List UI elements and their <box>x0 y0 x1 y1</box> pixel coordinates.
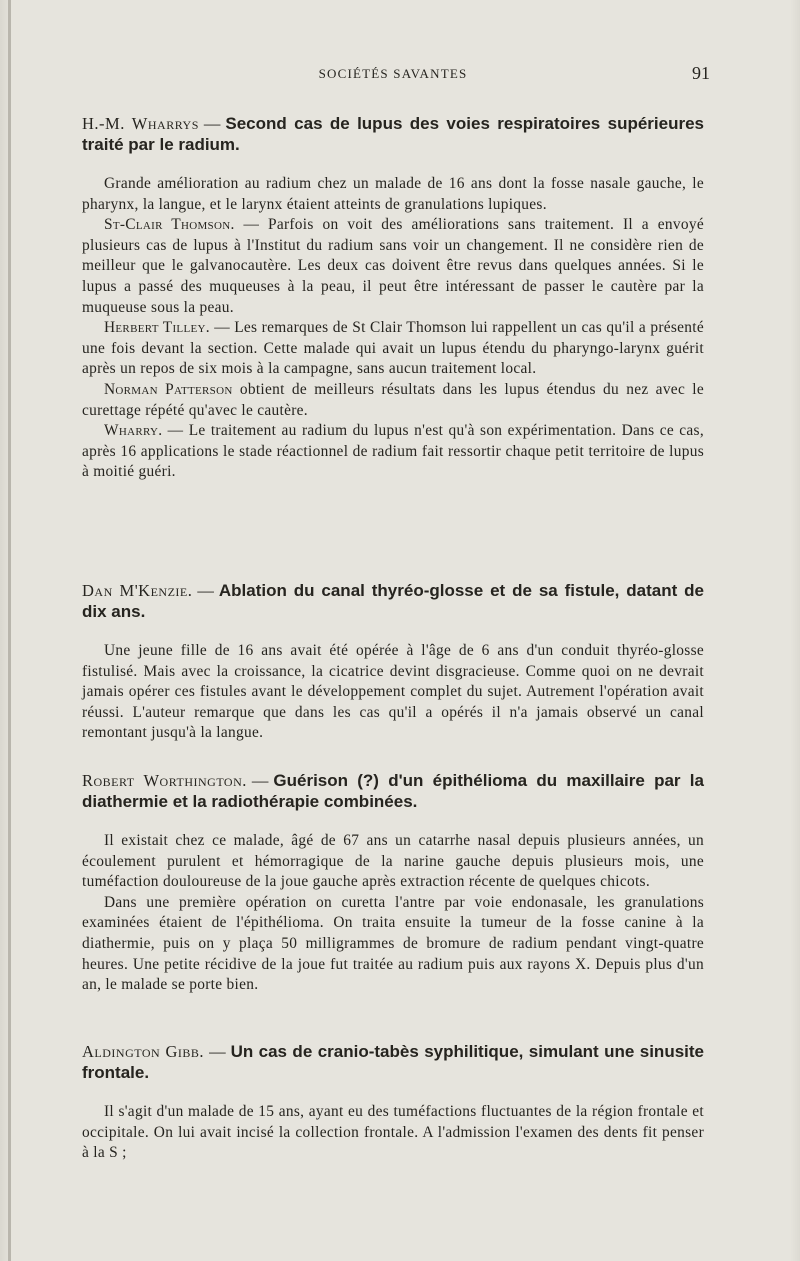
speaker-name: Norman Patterson <box>104 380 233 398</box>
article-title: Un cas de cranio-tabès syphilitique, simulant une sinusite frontale. <box>82 1042 704 1082</box>
article-heading <box>82 580 704 622</box>
paragraph-text: Dans une première opération on curetta l'antre par voie endonasale, les granulations examinées étaient de l'épithélioma. On traita ensuite la tumeur de la fosse canine à la diathermie, puis on y plaça 50 milligrammes de bromure de radium pendant vingt-quatre heures. Une petite récidive de la joue fut traitée au radium puis aux rayons X. Depuis plus d'un an, le malade se porte bien. <box>82 893 704 994</box>
heading-separator: — <box>251 771 269 790</box>
running-title: SOCIÉTÉS SAVANTES <box>318 66 468 81</box>
paragraph-text: Il s'agit d'un malade de 15 ans, ayant eu des tuméfactions fluctuantes de la région frontale et occipitale. On lui avait incisé la collection frontale. A l'admission l'examen des dents fit penser à la S ; <box>82 1103 704 1162</box>
paragraph-text: obtient de meilleurs résultats dans les lupus étendus du nez avec le curettage répété qu'avec le cautère. <box>82 380 705 419</box>
speaker-name: Herbert Tilley. <box>104 319 210 337</box>
article-wharrys <box>82 113 704 483</box>
article-title: Second cas de lupus des voies respiratoires supérieures traité par le radium. <box>82 114 704 154</box>
heading-separator: — <box>203 114 221 133</box>
heading-separator: — <box>197 581 214 600</box>
paragraph <box>82 421 704 483</box>
article-title: Guérison (?) d'un épithélioma du maxillaire par la diathermie et la radiothérapie combinées. <box>82 771 704 811</box>
article-heading <box>82 113 704 155</box>
article-author: Aldington Gibb. <box>82 1042 205 1061</box>
paragraph <box>82 215 704 318</box>
paragraph <box>82 1102 704 1164</box>
page-edge <box>8 0 11 1261</box>
article-title: Ablation du canal thyréo-glosse et de sa fistule, datant de dix ans. <box>82 581 704 621</box>
paragraph-text: — Parfois on voit des améliorations sans traitement. Il a envoyé plusieurs cas de lupus à l'Institut du radium sans voir un changement. Il ne considère rien de meilleur que le galvanocautère. Les deux cas doivent être revus dans quelques années. Si le lupus a passé des muqueuses à la peau, il peut être intéressant de passer le cautère par la muqueuse sous la peau. <box>82 216 704 316</box>
paragraph <box>82 641 704 744</box>
paragraph <box>82 380 704 421</box>
article-author: Robert Worthington. <box>82 771 247 790</box>
page-number: 91 <box>692 63 710 83</box>
article-worthington <box>82 770 704 996</box>
paragraph <box>82 893 704 996</box>
paragraph-text: — Le traitement au radium du lupus n'est qu'à son expérimentation. Dans ce cas, après 16 applications le stade réactionnel de radium fait ressortir chaque petit territoire de lupus à moitié guéri. <box>82 422 704 481</box>
paragraph <box>82 831 704 893</box>
paragraph <box>82 174 704 215</box>
heading-separator: — <box>209 1042 226 1061</box>
article-mkenzie <box>82 580 704 744</box>
article-author: H.-M. Wharrys <box>82 114 199 133</box>
paragraph-text: — Les remarques de St Clair Thomson lui rappellent un cas qu'il a présenté une fois devant la section. Cette malade qui avait un lupus étendu du pharyngo-larynx guérit après un repos de six mois à la campagne, sans aucun traitement local. <box>82 319 705 378</box>
article-heading <box>82 770 704 812</box>
speaker-name: Wharry. <box>104 422 163 440</box>
running-head <box>82 63 710 85</box>
paragraph-text: Grande amélioration au radium chez un malade de 16 ans dont la fosse nasale gauche, le pharynx, la langue, et le larynx étaient atteints de granulations lupiques. <box>82 175 704 213</box>
article-author: Dan M'Kenzie. <box>82 581 193 600</box>
article-gibb <box>82 1041 704 1164</box>
speaker-name: St-Clair Thomson. <box>104 216 235 234</box>
article-heading <box>82 1041 704 1083</box>
paragraph-text: Il existait chez ce malade, âgé de 67 ans un catarrhe nasal depuis plusieurs années, un écoulement purulent et hémorragique de la narine gauche depuis plusieurs mois, une tuméfaction douloureuse de la joue gauche après extraction récente de quelques chicots. <box>82 832 704 891</box>
paragraph-text: Une jeune fille de 16 ans avait été opérée à l'âge de 6 ans d'un conduit thyréo-glosse fistulisé. Mais avec la croissance, la cicatrice devint disgracieuse. Comme quoi on ne devrait jamais opérer ces fistules avant le développement complet du sujet. Autrement l'opération avait réussi. L'auteur remarque que dans les cas qu'il a opérés il n'a jamais observé un canal remontant jusqu'à la langue. <box>82 642 704 742</box>
paragraph <box>82 318 704 380</box>
